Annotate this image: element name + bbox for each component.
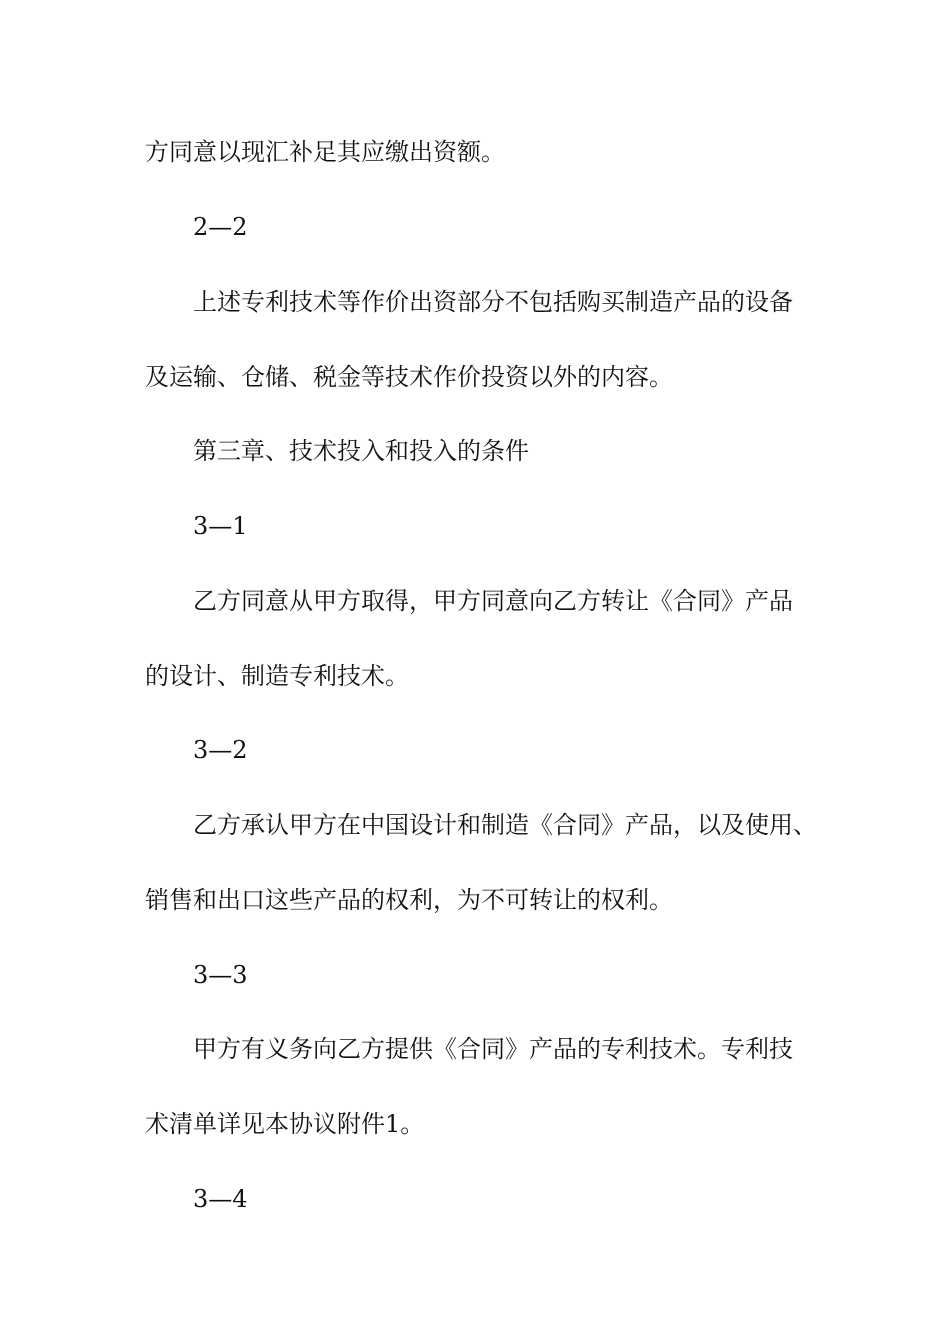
paragraph-line: 乙方同意从甲方取得，甲方同意向乙方转让《合同》产品 [193,587,793,615]
paragraph-line: 方同意以现汇补足其应缴出资额。 [145,138,505,166]
paragraph-line: 甲方有义务向乙方提供《合同》产品的专利技术。专利技 [193,1035,793,1063]
paragraph-line: 上述专利技术等作价出资部分不包括购买制造产品的设备 [193,288,793,316]
clause-number: 3—1 [193,512,248,540]
paragraph-line: 及运输、仓储、税金等技术作价投资以外的内容。 [145,363,673,391]
clause-number: 3—4 [193,1185,248,1213]
clause-number: 3—2 [193,736,248,764]
chapter-heading: 第三章、技术投入和投入的条件 [193,437,529,465]
paragraph-line: 销售和出口这些产品的权利，为不可转让的权利。 [145,886,673,914]
clause-number: 3—3 [193,961,248,989]
paragraph-line: 术清单详见本协议附件1。 [145,1110,425,1138]
paragraph-line: 的设计、制造专利技术。 [145,662,409,690]
clause-number: 2—2 [193,213,248,241]
paragraph-line: 乙方承认甲方在中国设计和制造《合同》产品，以及使用、 [193,811,817,839]
